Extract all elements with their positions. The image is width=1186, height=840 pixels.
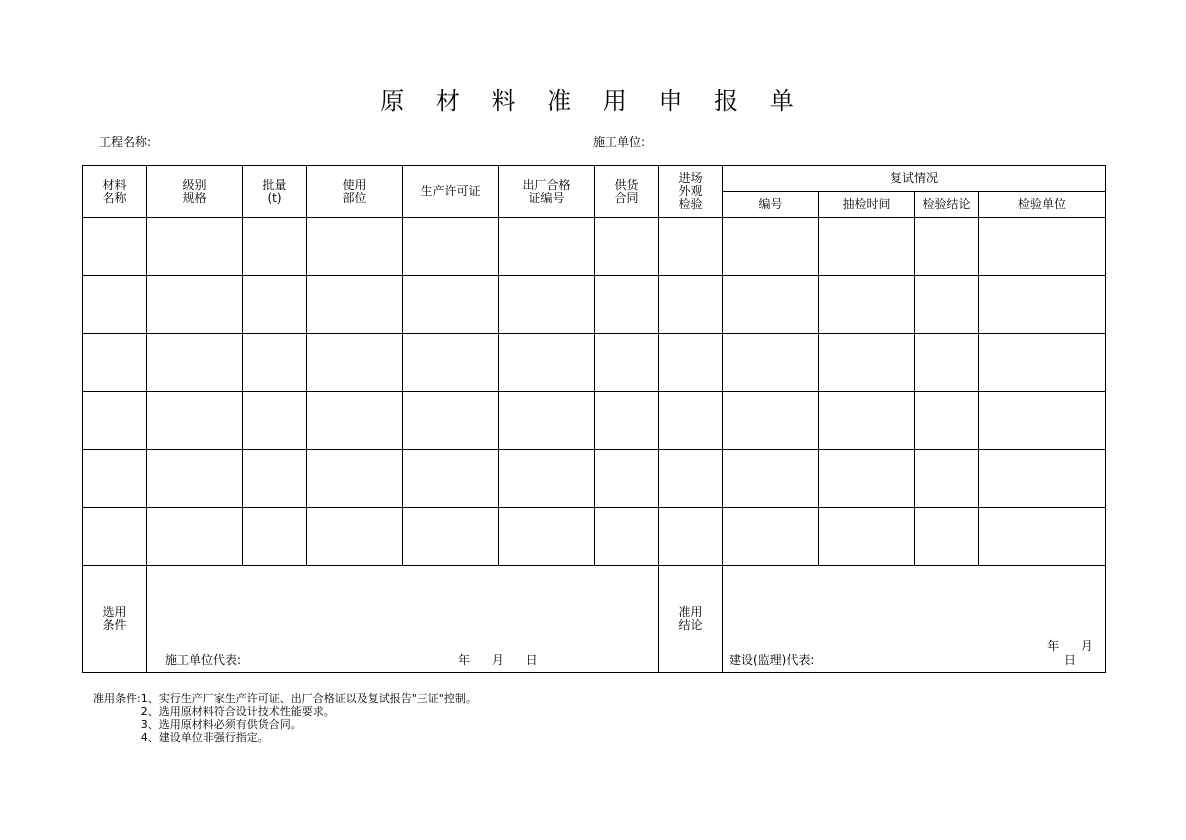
cell[interactable] [307,334,403,392]
cell[interactable] [403,392,499,450]
cell[interactable] [979,276,1106,334]
cell[interactable] [819,276,915,334]
header-batch-qty: 批量 (t) [243,166,307,218]
cell[interactable] [83,450,147,508]
cell[interactable] [499,450,595,508]
cell[interactable] [307,392,403,450]
contractor-label: 施工单位: [593,135,646,149]
cell[interactable] [595,334,659,392]
supervisor-date-label: 年 月 日 [1047,639,1093,667]
table-row [83,218,1106,276]
note-item: 2、选用原材料符合设计技术性能要求。 [140,705,335,718]
header-test-unit: 检验单位 [979,192,1106,218]
approval-notes [93,692,477,744]
cell[interactable] [915,218,979,276]
cell[interactable] [979,392,1106,450]
cell[interactable] [83,276,147,334]
cell[interactable] [979,218,1106,276]
contractor-rep-label: 施工单位代表: [165,653,242,667]
cell[interactable] [723,450,819,508]
supervisor-rep-label: 建设(监理)代表: [729,653,815,667]
cell[interactable] [147,392,243,450]
footer-row [83,566,1106,673]
cell[interactable] [915,508,979,566]
cell[interactable] [243,218,307,276]
cell[interactable] [243,450,307,508]
cell[interactable] [915,392,979,450]
header-supply-contract: 供货 合同 [595,166,659,218]
cell[interactable] [915,450,979,508]
cell[interactable] [819,508,915,566]
cell[interactable] [659,276,723,334]
cell[interactable] [403,508,499,566]
cell[interactable] [243,334,307,392]
cell[interactable] [403,450,499,508]
cell[interactable] [499,334,595,392]
cell[interactable] [723,508,819,566]
cell[interactable] [979,450,1106,508]
cell[interactable] [819,218,915,276]
cell[interactable] [595,276,659,334]
header-grade-spec: 级别 规格 [147,166,243,218]
header-sampling-time: 抽检时间 [819,192,915,218]
cell[interactable] [83,334,147,392]
cell[interactable] [723,276,819,334]
cell[interactable] [979,334,1106,392]
cell[interactable] [979,508,1106,566]
cell[interactable] [243,508,307,566]
cell[interactable] [915,334,979,392]
table-row [83,392,1106,450]
note-item: 3、选用原材料必须有供货合同。 [140,718,302,731]
cell[interactable] [147,508,243,566]
note-item: 1、实行生产厂家生产许可证、出厂合格证以及复试报告"三证"控制。 [140,692,477,705]
cell[interactable] [307,276,403,334]
project-name-label: 工程名称: [99,135,152,149]
cell[interactable] [243,392,307,450]
cell[interactable] [915,276,979,334]
cell[interactable] [595,392,659,450]
cell[interactable] [499,508,595,566]
cell[interactable] [659,450,723,508]
cell[interactable] [403,276,499,334]
table-row [83,508,1106,566]
cell[interactable] [403,218,499,276]
material-approval-table [82,165,1106,673]
header-retest-no: 编号 [723,192,819,218]
cell[interactable] [819,450,915,508]
cell[interactable] [659,218,723,276]
cell[interactable] [659,508,723,566]
cell[interactable] [819,334,915,392]
cell[interactable] [403,334,499,392]
cell[interactable] [307,218,403,276]
notes-label: 准用条件: [93,692,141,705]
header-material-name: 材料 名称 [83,166,147,218]
header-factory-cert-no: 出厂合格 证编号 [499,166,595,218]
cell[interactable] [723,334,819,392]
selection-conditions-area[interactable] [147,566,659,673]
form-title: 原 材 料 准 用 申 报 单 [380,87,806,115]
cell[interactable] [595,450,659,508]
cell[interactable] [147,276,243,334]
cell[interactable] [243,276,307,334]
cell[interactable] [723,392,819,450]
header-retest: 复试情况 [723,166,1106,192]
cell[interactable] [83,508,147,566]
table-row [83,276,1106,334]
note-item: 4、建设单位非强行指定。 [140,731,269,744]
table-row [83,450,1106,508]
header-use-location: 使用 部位 [307,166,403,218]
cell[interactable] [723,218,819,276]
approval-conclusion-label: 准用 结论 [659,566,723,673]
cell[interactable] [659,392,723,450]
cell[interactable] [147,334,243,392]
notes-list [141,692,477,744]
table-row [83,334,1106,392]
approval-conclusion-area[interactable] [723,566,1106,673]
cell[interactable] [595,508,659,566]
cell[interactable] [819,392,915,450]
cell[interactable] [147,450,243,508]
cell[interactable] [147,218,243,276]
cell[interactable] [307,450,403,508]
cell[interactable] [307,508,403,566]
cell[interactable] [83,392,147,450]
cell[interactable] [499,218,595,276]
cell[interactable] [659,334,723,392]
selection-conditions-label: 选用 条件 [83,566,147,673]
cell[interactable] [499,392,595,450]
header-entry-visual-check: 进场 外观 检验 [659,166,723,218]
header-production-license: 生产许可证 [403,166,499,218]
cell[interactable] [83,218,147,276]
header-row-1 [83,166,1106,192]
cell[interactable] [595,218,659,276]
header-test-conclusion: 检验结论 [915,192,979,218]
contractor-date-label: 年 月 日 [458,653,538,667]
cell[interactable] [499,276,595,334]
